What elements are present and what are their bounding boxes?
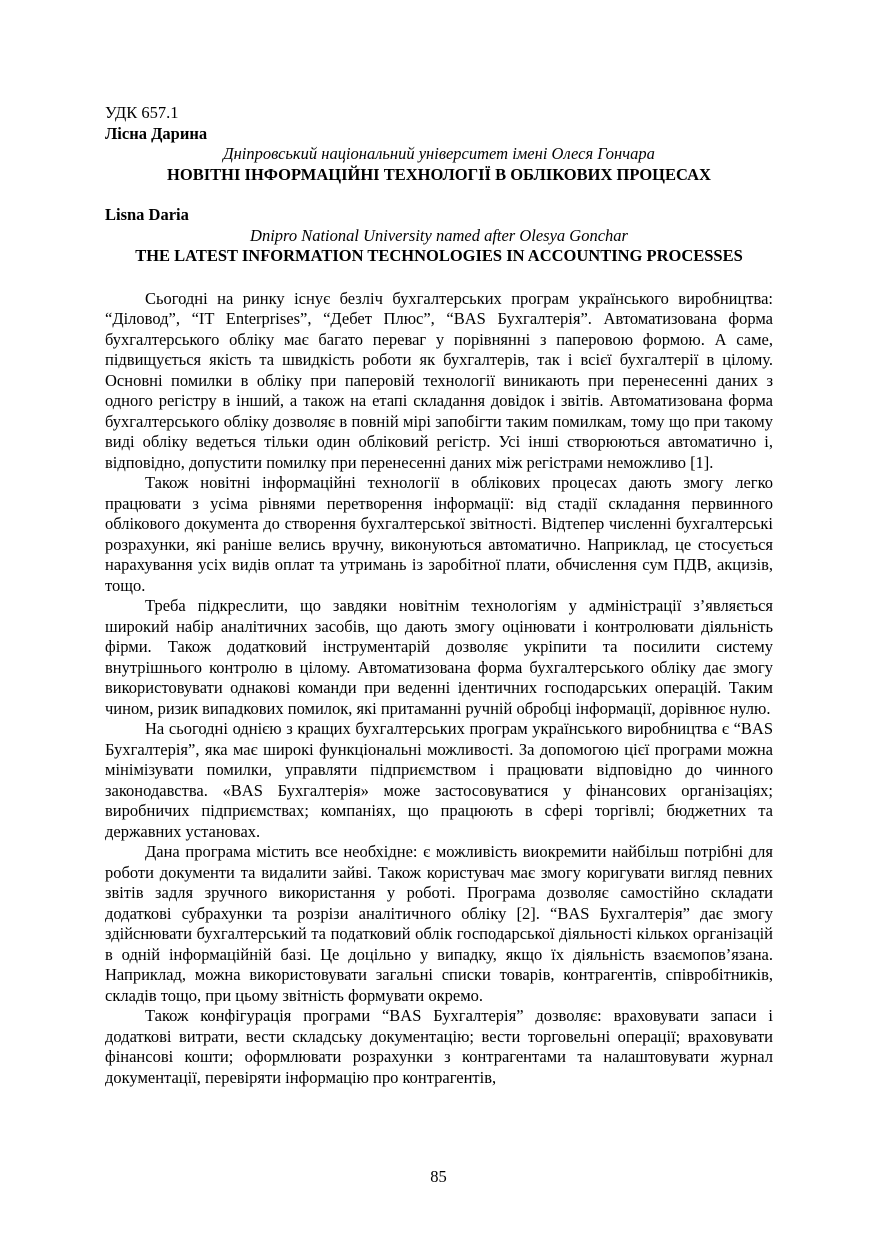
spacer [105,185,773,205]
paper-title-ua: НОВІТНІ ІНФОРМАЦІЙНІ ТЕХНОЛОГІЇ В ОБЛІКОВИХ ПРОЦЕСАХ [167,164,711,184]
udc-code: УДК 657.1 [105,103,179,122]
paper-title-en: THE LATEST INFORMATION TECHNOLOGIES IN ACCOUNTING PROCESSES [135,246,743,265]
author-name-ua: Лісна Дарина [105,123,208,143]
affiliation-ua: Дніпровський національний університет імені Олеся Гончара [223,144,655,163]
body-paragraph: Треба підкреслити, що завдяки новітнім технологіям у адміністрації з’являється широкий набір аналітичних засобів, що дають змогу оцінювати і контролювати діяльність фірми. Також додатковий інструментарій дозволяє укріпити та посилити систему внутрішнього контролю в цілому. Автоматизована форма бухгалтерського обліку дає змогу використовувати однакові команди при веденні ідентичних господарських операцій. Таким чином, ризик випадкових помилок, які притаманні ручній обробці інформації, дорівнює нулю. [105,596,773,718]
affiliation-en: Dnipro National University named after Olesya Gonchar [250,225,628,245]
paper-body [105,289,773,1089]
body-paragraph: Дана програма містить все необхідне: є можливість виокремити найбільш потрібні для роботи документи та видалити зайві. Також користувач має змогу коригувати вигляд певних звітів задля зручного використання у роботі. Програма дозволяє самостійно складати додаткові субрахунки та розрізи аналітичного обліку [2]. “BAS Бухгалтерія” дає змогу здійснювати бухгалтерський та податковий облік господарської діяльності кількох організацій в одній інформаційній базі. Це доцільно у випадку, якщо їх діяльність взаємопов’язана. Наприклад, можна використовувати загальні списки товарів, контрагентів, співробітників, складів тощо, при цьому звітність формувати окремо. [105,842,773,1005]
page-number: 85 [430,1167,447,1186]
spacer [105,267,773,289]
body-paragraph: На сьогодні однією з кращих бухгалтерських програм українського виробництва є “BAS Бухгалтерія”, яка має широкі функціональні можливості. За допомогою цієї програми можна мінімізувати помилки, управляти підприємством і працювати відповідно до чинного законодавства. «BAS Бухгалтерія» може застосовуватися у фінансових організаціях; виробничих підприємствах; компаніях, що працюють в сфері торгівлі; бюджетних та державних установах. [105,719,773,841]
body-paragraph: Сьогодні на ринку існує безліч бухгалтерських програм українського виробництва: “Діловод”, “IT Enterprises”, “Дебет Плюс”, “BAS Бухгалтерія”. Автоматизована форма бухгалтерського обліку має багато переваг у порівнянні з паперовою формою. А саме, підвищується якість та швидкість роботи як бухгалтерів, так і всієї бухгалтерії в цілому. Основні помилки в обліку при паперовій технології виникають при перенесенні даних з одного регістру в інший, а також на етапі складання довідок і звітів. Автоматизована форма бухгалтерського обліку дозволяє в повній мірі запобігти таким помилкам, тому що при такому виді обліку ведеться тільки один обліковий регістр. Усі інші створюються автоматично і, відповідно, допустити помилку при перенесенні даних між регістрами неможливо [1]. [105,288,773,472]
body-paragraph: Також конфігурація програми “BAS Бухгалтерія” дозволяє: враховувати запаси і додаткові витрати, вести складську документацію; вести торговельні операції; враховувати фінансові кошти; оформлювати розрахунки з контрагентами та налаштовувати журнал документації, перевіряти інформацію про контрагентів, [105,1006,773,1087]
paper-page [105,103,773,1088]
author-name-en: Lisna Daria [105,205,189,224]
body-paragraph: Також новітні інформаційні технології в облікових процесах дають змогу легко працювати з усіма рівнями перетворення інформації: від стадії складання первинного облікового документа до створення бухгалтерської звітності. Відтепер численні бухгалтерські розрахунки, які раніше велись вручну, виконуються автоматично. Наприклад, це стосується нарахування усіх видів оплат та утримань із заробітної плати, обчислення сум ПДВ, акцизів, тощо. [105,473,773,595]
